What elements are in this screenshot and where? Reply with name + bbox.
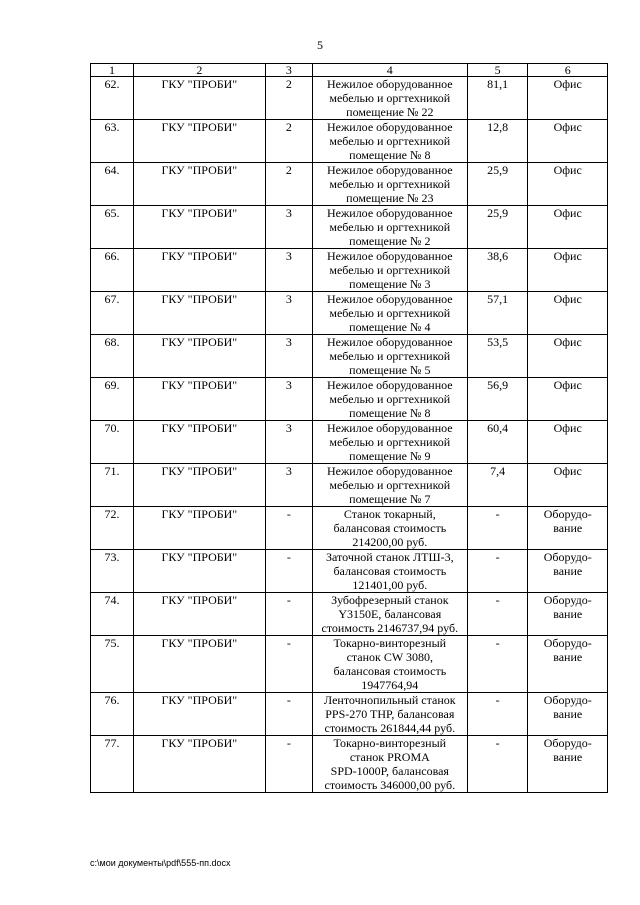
area-cell: 7,4 — [467, 464, 528, 507]
description-line: Ленточнопильный станок — [324, 693, 456, 707]
floor-cell: 3 — [265, 335, 312, 378]
purpose-line: Оборудо- — [543, 693, 592, 707]
area-cell: - — [467, 736, 528, 793]
header-cell: 1 — [91, 64, 134, 77]
description-line: мебелью и оргтехникой — [329, 349, 451, 363]
description-line: Зубофрезерный станок — [331, 593, 449, 607]
purpose-cell — [528, 335, 608, 378]
purpose-cell — [528, 292, 608, 335]
description-line: помещение № 2 — [349, 234, 431, 248]
area-cell: - — [467, 636, 528, 693]
organization-cell: ГКУ "ПРОБИ" — [133, 421, 265, 464]
description-cell — [312, 464, 467, 507]
floor-cell: - — [265, 693, 312, 736]
description-cell — [312, 736, 467, 793]
description-line: SPD-1000P, балансовая — [330, 764, 449, 778]
floor-cell: - — [265, 507, 312, 550]
header-cell: 3 — [265, 64, 312, 77]
area-cell: - — [467, 507, 528, 550]
purpose-line: Офис — [553, 77, 582, 91]
description-line: помещение № 8 — [349, 148, 431, 162]
description-line: Нежилое оборудованное — [326, 378, 453, 392]
area-cell: - — [467, 550, 528, 593]
floor-cell: 3 — [265, 249, 312, 292]
description-line: Нежилое оборудованное — [326, 77, 453, 91]
purpose-cell — [528, 77, 608, 120]
file-path-footer: c:\мои документы\pdf\555-пп.docx — [90, 858, 231, 868]
header-cell: 5 — [467, 64, 528, 77]
header-row — [91, 64, 608, 77]
description-cell — [312, 378, 467, 421]
purpose-line: вание — [553, 521, 583, 535]
description-line: 1947764,94 — [361, 678, 419, 692]
row-number-cell: 77. — [91, 736, 134, 793]
description-line: помещение № 22 — [346, 105, 434, 119]
table-row — [91, 163, 608, 206]
organization-cell: ГКУ "ПРОБИ" — [133, 77, 265, 120]
description-line: помещение № 9 — [349, 449, 431, 463]
description-line: Нежилое оборудованное — [326, 421, 453, 435]
organization-cell: ГКУ "ПРОБИ" — [133, 636, 265, 693]
purpose-line: Оборудо- — [543, 550, 592, 564]
table-row — [91, 120, 608, 163]
organization-cell: ГКУ "ПРОБИ" — [133, 249, 265, 292]
table-row — [91, 421, 608, 464]
purpose-line: Оборудо- — [543, 593, 592, 607]
row-number-cell: 62. — [91, 77, 134, 120]
description-line: Токарно-винторезный — [333, 636, 447, 650]
purpose-line: вание — [553, 564, 583, 578]
description-line: 121401,00 руб. — [352, 578, 428, 592]
row-number-cell: 74. — [91, 593, 134, 636]
description-line: Нежилое оборудованное — [326, 292, 453, 306]
description-line: помещение № 4 — [349, 320, 431, 334]
purpose-line: Оборудо- — [543, 636, 592, 650]
table-row — [91, 206, 608, 249]
purpose-cell — [528, 120, 608, 163]
description-line: Токарно-винторезный — [333, 736, 447, 750]
description-line: помещение № 23 — [346, 191, 434, 205]
area-cell: - — [467, 693, 528, 736]
area-cell: 57,1 — [467, 292, 528, 335]
row-number-cell: 63. — [91, 120, 134, 163]
organization-cell: ГКУ "ПРОБИ" — [133, 206, 265, 249]
description-cell — [312, 77, 467, 120]
area-cell: 25,9 — [467, 163, 528, 206]
purpose-line: вание — [553, 650, 583, 664]
purpose-line: вание — [553, 607, 583, 621]
description-line: мебелью и оргтехникой — [329, 263, 451, 277]
purpose-line: вание — [553, 707, 583, 721]
table-row — [91, 335, 608, 378]
description-line: мебелью и оргтехникой — [329, 478, 451, 492]
description-cell — [312, 636, 467, 693]
table-row — [91, 693, 608, 736]
property-table — [90, 63, 608, 793]
organization-cell: ГКУ "ПРОБИ" — [133, 736, 265, 793]
description-line: помещение № 3 — [349, 277, 431, 291]
row-number-cell: 69. — [91, 378, 134, 421]
purpose-line: Оборудо- — [543, 736, 592, 750]
page-number: 5 — [317, 38, 323, 52]
description-line: мебелью и оргтехникой — [329, 392, 451, 406]
area-cell: 60,4 — [467, 421, 528, 464]
floor-cell: 2 — [265, 120, 312, 163]
description-line: мебелью и оргтехникой — [329, 91, 451, 105]
description-line: помещение № 5 — [349, 363, 431, 377]
purpose-cell — [528, 736, 608, 793]
floor-cell: - — [265, 593, 312, 636]
organization-cell: ГКУ "ПРОБИ" — [133, 292, 265, 335]
purpose-cell — [528, 464, 608, 507]
description-line: помещение № 8 — [349, 406, 431, 420]
purpose-line: Офис — [553, 464, 582, 478]
floor-cell: 3 — [265, 206, 312, 249]
description-cell — [312, 206, 467, 249]
purpose-cell — [528, 507, 608, 550]
description-line: балансовая стоимость — [333, 664, 447, 678]
organization-cell: ГКУ "ПРОБИ" — [133, 593, 265, 636]
purpose-line: вание — [553, 750, 583, 764]
table-row — [91, 736, 608, 793]
purpose-cell — [528, 421, 608, 464]
purpose-line: Оборудо- — [543, 507, 592, 521]
description-line: 214200,00 руб. — [352, 535, 428, 549]
area-cell: 81,1 — [467, 77, 528, 120]
floor-cell: - — [265, 550, 312, 593]
header-cell: 2 — [133, 64, 265, 77]
description-cell — [312, 550, 467, 593]
description-cell — [312, 507, 467, 550]
floor-cell: 3 — [265, 464, 312, 507]
row-number-cell: 73. — [91, 550, 134, 593]
floor-cell: 3 — [265, 292, 312, 335]
purpose-cell — [528, 378, 608, 421]
organization-cell: ГКУ "ПРОБИ" — [133, 335, 265, 378]
description-line: Нежилое оборудованное — [326, 120, 453, 134]
description-line: стоимость 261844,44 руб. — [324, 721, 456, 735]
row-number-cell: 67. — [91, 292, 134, 335]
area-cell: 12,8 — [467, 120, 528, 163]
purpose-cell — [528, 636, 608, 693]
area-cell: 38,6 — [467, 249, 528, 292]
purpose-line: Офис — [553, 249, 582, 263]
description-line: PPS-270 THP, балансовая — [325, 707, 455, 721]
row-number-cell: 64. — [91, 163, 134, 206]
description-line: мебелью и оргтехникой — [329, 134, 451, 148]
description-cell — [312, 335, 467, 378]
description-line: Нежилое оборудованное — [326, 249, 453, 263]
description-line: Y3150E, балансовая — [338, 607, 442, 621]
row-number-cell: 70. — [91, 421, 134, 464]
area-cell: - — [467, 593, 528, 636]
description-line: станок PROMA — [349, 750, 430, 764]
purpose-cell — [528, 163, 608, 206]
table-row — [91, 249, 608, 292]
table-row — [91, 550, 608, 593]
floor-cell: - — [265, 636, 312, 693]
organization-cell: ГКУ "ПРОБИ" — [133, 693, 265, 736]
description-cell — [312, 249, 467, 292]
description-line: мебелью и оргтехникой — [329, 177, 451, 191]
organization-cell: ГКУ "ПРОБИ" — [133, 507, 265, 550]
purpose-cell — [528, 550, 608, 593]
organization-cell: ГКУ "ПРОБИ" — [133, 120, 265, 163]
header-cell: 4 — [312, 64, 467, 77]
area-cell: 53,5 — [467, 335, 528, 378]
table-row — [91, 292, 608, 335]
description-cell — [312, 163, 467, 206]
organization-cell: ГКУ "ПРОБИ" — [133, 163, 265, 206]
table-row — [91, 464, 608, 507]
purpose-cell — [528, 593, 608, 636]
area-cell: 56,9 — [467, 378, 528, 421]
purpose-line: Офис — [553, 120, 582, 134]
description-cell — [312, 120, 467, 163]
description-cell — [312, 593, 467, 636]
description-line: Нежилое оборудованное — [326, 335, 453, 349]
purpose-line: Офис — [553, 421, 582, 435]
floor-cell: 3 — [265, 421, 312, 464]
table-row — [91, 593, 608, 636]
purpose-line: Офис — [553, 206, 582, 220]
description-line: Нежилое оборудованное — [326, 206, 453, 220]
description-line: Заточной станок ЛТШ-3, — [326, 550, 454, 564]
description-line: стоимость 346000,00 руб. — [324, 778, 456, 792]
row-number-cell: 66. — [91, 249, 134, 292]
table-row — [91, 636, 608, 693]
header-cell: 6 — [528, 64, 608, 77]
purpose-line: Офис — [553, 378, 582, 392]
purpose-line: Офис — [553, 163, 582, 177]
purpose-cell — [528, 249, 608, 292]
description-cell — [312, 421, 467, 464]
row-number-cell: 65. — [91, 206, 134, 249]
description-line: стоимость 2146737,94 руб. — [321, 621, 459, 635]
floor-cell: 3 — [265, 378, 312, 421]
purpose-line: Офис — [553, 292, 582, 306]
row-number-cell: 71. — [91, 464, 134, 507]
description-line: балансовая стоимость — [333, 564, 447, 578]
floor-cell: 2 — [265, 163, 312, 206]
floor-cell: 2 — [265, 77, 312, 120]
purpose-cell — [528, 206, 608, 249]
table-row — [91, 507, 608, 550]
organization-cell: ГКУ "ПРОБИ" — [133, 464, 265, 507]
organization-cell: ГКУ "ПРОБИ" — [133, 378, 265, 421]
description-line: мебелью и оргтехникой — [329, 306, 451, 320]
description-line: мебелью и оргтехникой — [329, 435, 451, 449]
description-line: станок CW 3080, — [346, 650, 434, 664]
description-cell — [312, 693, 467, 736]
row-number-cell: 76. — [91, 693, 134, 736]
row-number-cell: 75. — [91, 636, 134, 693]
description-line: Нежилое оборудованное — [326, 163, 453, 177]
table-row — [91, 378, 608, 421]
floor-cell: - — [265, 736, 312, 793]
area-cell: 25,9 — [467, 206, 528, 249]
row-number-cell: 68. — [91, 335, 134, 378]
description-cell — [312, 292, 467, 335]
description-line: Станок токарный, — [343, 507, 436, 521]
row-number-cell: 72. — [91, 507, 134, 550]
description-line: помещение № 7 — [349, 492, 431, 506]
purpose-line: Офис — [553, 335, 582, 349]
description-line: балансовая стоимость — [333, 521, 447, 535]
description-line: мебелью и оргтехникой — [329, 220, 451, 234]
description-line: Нежилое оборудованное — [326, 464, 453, 478]
organization-cell: ГКУ "ПРОБИ" — [133, 550, 265, 593]
purpose-cell — [528, 693, 608, 736]
table-row — [91, 77, 608, 120]
